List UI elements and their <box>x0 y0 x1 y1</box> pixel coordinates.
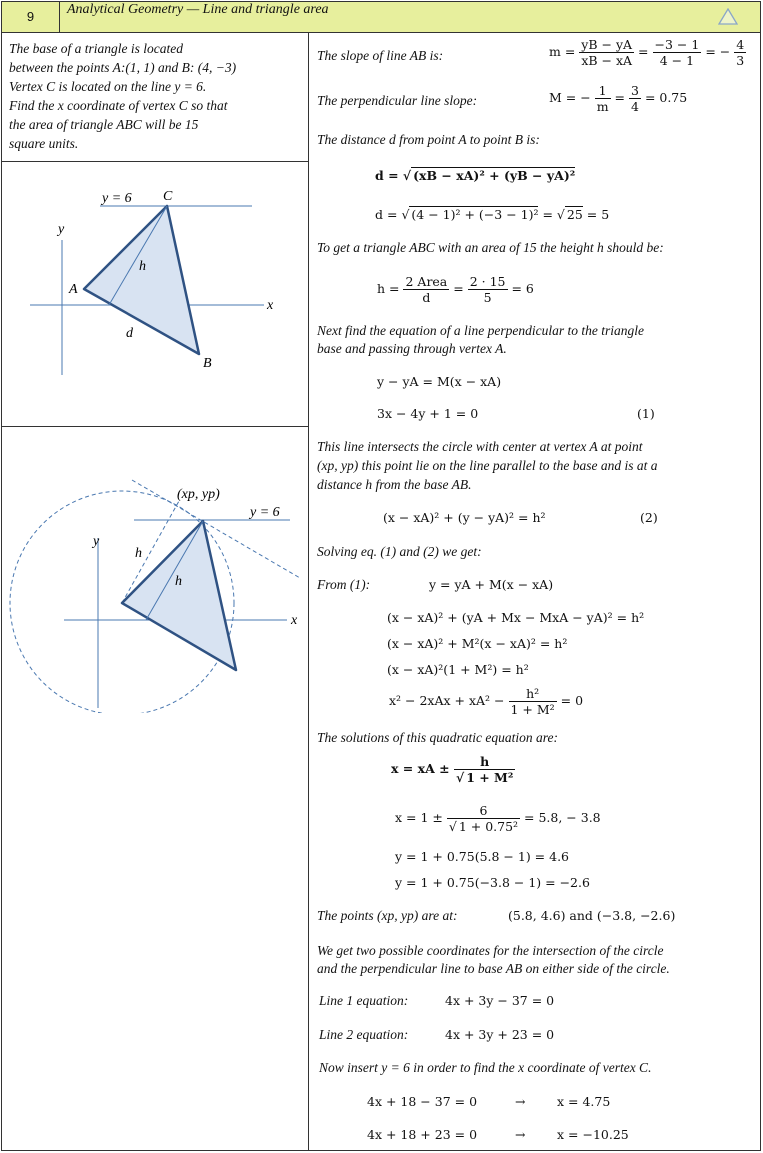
next-line-1: Next find the equation of a line perpendicular to the triangle <box>317 323 644 338</box>
two-coords-line-1: We get two possible coordinates for the intersection of the circle <box>317 943 664 958</box>
solution-formula <box>391 754 515 785</box>
equals: = <box>614 90 626 105</box>
points-value: (5.8, 4.6) and (−3.8, −2.6) <box>508 908 676 923</box>
height-formula <box>377 274 534 305</box>
fraction <box>653 37 702 68</box>
fraction: $\frac{h}{\text{√ 1 + M²}}$ <box>455 754 514 785</box>
problem-number: 9 <box>2 2 60 32</box>
numerator: 6 <box>447 803 520 819</box>
fraction <box>509 686 557 717</box>
solution-column <box>309 33 761 1150</box>
label-c: C <box>163 189 173 204</box>
two-coords-line-2: and the perpendicular line to base AB on either side of the circle. <box>317 961 670 976</box>
label-h-radius: h <box>135 546 142 561</box>
page-frame <box>1 1 761 1151</box>
label-a: A <box>69 282 78 297</box>
slope-formula <box>549 37 746 68</box>
sub-eq-3: (x − xA)²(1 + M²) = h² <box>387 662 529 677</box>
result: = 6 <box>511 281 534 296</box>
equals: = <box>453 281 464 296</box>
numerator: h <box>454 754 515 770</box>
circle-eq: (x − xA)² + (y − yA)² = h² <box>383 510 546 525</box>
label-d: d <box>126 326 133 341</box>
triangle-figure-2 <box>2 443 308 713</box>
eq-tag-2: (2) <box>640 510 658 525</box>
lhs: x² − 2xAx + xA² − <box>389 693 505 708</box>
label-x-axis: x <box>267 298 274 313</box>
final-result-2: x = −10.25 <box>557 1127 629 1142</box>
numerator: 1 <box>595 83 611 99</box>
label-y6: y = 6 <box>102 191 132 206</box>
numerator: h² <box>509 686 557 702</box>
quadratic-eq <box>389 686 583 717</box>
distance-calc: d = √ (4 − 1)² + (−3 − 1)² = √ 25 = 5 <box>375 207 610 222</box>
denominator: 1 + M² <box>510 702 555 717</box>
from1-label: From (1): <box>317 577 371 592</box>
slope-label: The slope of line AB is: <box>317 48 444 63</box>
equals: = − <box>705 44 731 59</box>
problem-line: the area of triangle ABC will be 15 <box>9 117 199 132</box>
next-line-2: base and passing through vertex A. <box>317 341 507 356</box>
radicand: 25 <box>566 207 583 222</box>
problem-line: square units. <box>9 136 79 151</box>
denominator: 5 <box>483 290 492 305</box>
result: = 5 <box>582 207 610 222</box>
numerator: 2 · 15 <box>469 274 506 289</box>
points-label: The points (xp, yp) are at: <box>317 908 458 923</box>
inter-line-3: distance h from the base AB. <box>317 477 472 492</box>
label-x-axis: x <box>291 613 298 628</box>
line1-eq: 4x + 3y − 37 = 0 <box>445 993 555 1008</box>
final-eq-2: 4x + 18 + 23 = 0 <box>367 1127 478 1142</box>
height-label: To get a triangle ABC with an area of 15 the height h should be: <box>317 240 664 255</box>
fraction: $\frac{6}{\text{√ 1 + 0.75²}}$ <box>448 803 519 834</box>
label-y6: y = 6 <box>250 505 280 520</box>
line1-label: Line 1 equation: <box>319 993 409 1008</box>
distance-label: The distance d from point A to point B is: <box>317 132 540 147</box>
result: = 5.8, − 3.8 <box>524 810 601 825</box>
final-eq-1: 4x + 18 − 37 = 0 <box>367 1094 478 1109</box>
denominator: 4 − 1 <box>659 53 695 68</box>
problem-line: The base of a triangle is located <box>9 41 183 56</box>
numerator: 3 <box>631 83 639 98</box>
fraction <box>468 274 508 305</box>
label-y-axis: y <box>93 534 100 549</box>
fraction <box>595 83 611 114</box>
fraction <box>579 37 634 68</box>
sub-eq-2: (x − xA)² + M²(x − xA)² = h² <box>387 636 568 651</box>
problem-line: Vertex C is located on the line y = 6. <box>9 79 207 94</box>
slope-m: m = <box>549 44 576 59</box>
arrow-2: → <box>515 1127 526 1142</box>
fraction <box>403 274 449 305</box>
line2-label: Line 2 equation: <box>319 1027 409 1042</box>
lhs: d = <box>375 207 402 222</box>
line2-eq: 4x + 3y + 23 = 0 <box>445 1027 555 1042</box>
problem-line: between the points A:(1, 1) and B: (4, −3) <box>9 60 237 75</box>
label-xp-yp: (xp, yp) <box>177 487 220 502</box>
distance-formula: d = √ (xB − xA)² + (yB − yA)² <box>375 168 576 183</box>
numerator: 2 Area <box>405 274 448 289</box>
equals: = <box>538 207 557 222</box>
lhs: h = <box>377 281 400 296</box>
arrow-1: → <box>515 1094 526 1109</box>
divider <box>2 161 308 162</box>
lhs: x = xA ± <box>391 761 450 776</box>
lhs: x = 1 ± <box>395 810 443 825</box>
problem-statement <box>9 39 301 153</box>
from1-eq: y = yA + M(x − xA) <box>429 577 554 592</box>
rhs: = 0 <box>560 693 584 708</box>
numerator: yB − yA <box>581 37 633 52</box>
denominator: d <box>422 290 431 305</box>
sub-eq-1: (x − xA)² + (yA + Mx − MxA − yA)² = h² <box>387 610 645 625</box>
lhs: d = <box>375 168 403 183</box>
solutions-label: The solutions of this quadratic equation are: <box>317 730 558 745</box>
perp-formula <box>549 83 687 114</box>
equals: = <box>638 44 649 59</box>
radicand: (4 − 1)² + (−3 − 1)² <box>411 207 539 222</box>
fraction <box>629 83 641 114</box>
perp-M: M = − <box>549 90 591 105</box>
solving-label: Solving eq. (1) and (2) we get: <box>317 544 482 559</box>
problem-line: Find the x coordinate of vertex C so that <box>9 98 228 113</box>
perp-label: The perpendicular line slope: <box>317 93 478 108</box>
fraction <box>734 37 746 68</box>
denominator: 3 <box>736 53 745 68</box>
triangle-up-icon[interactable] <box>718 8 738 29</box>
line-eq-1: y − yA = M(x − xA) <box>377 374 502 389</box>
numerator: 4 <box>736 37 745 52</box>
perp-value: = 0.75 <box>644 90 688 105</box>
denominator: m <box>596 99 609 114</box>
denominator: 4 <box>631 99 639 114</box>
y-eq-1: y = 1 + 0.75(5.8 − 1) = 4.6 <box>395 849 569 864</box>
inter-line-2: (xp, yp) this point lie on the line parallel to the base and is at a <box>317 458 658 473</box>
denominator: 1 + M² <box>466 770 514 785</box>
line-eq-2: 3x − 4y + 1 = 0 <box>377 406 479 421</box>
label-h-height: h <box>175 574 182 589</box>
eq-tag-1: (1) <box>637 406 655 421</box>
final-result-1: x = 4.75 <box>557 1094 611 1109</box>
page-title: Analytical Geometry — Line and triangle area <box>67 2 329 17</box>
y-eq-2: y = 1 + 0.75(−3.8 − 1) = −2.6 <box>395 875 590 890</box>
numerator: −3 − 1 <box>654 37 700 52</box>
label-h: h <box>139 259 146 274</box>
label-y-axis: y <box>58 222 65 237</box>
radicand: (xB − xA)² + (yB − yA)² <box>413 168 576 183</box>
insert-label: Now insert y = 6 in order to find the x coordinate of vertex C. <box>319 1060 652 1075</box>
divider <box>2 426 308 427</box>
denominator: xB − xA <box>581 53 633 68</box>
solution-calc <box>395 803 601 834</box>
left-column <box>2 33 309 1150</box>
label-b: B <box>203 356 212 371</box>
triangle-figure-1 <box>2 183 308 383</box>
denominator: 1 + 0.75² <box>458 819 519 834</box>
header-bar <box>2 2 760 33</box>
inter-line-1: This line intersects the circle with center at vertex A at point <box>317 439 643 454</box>
